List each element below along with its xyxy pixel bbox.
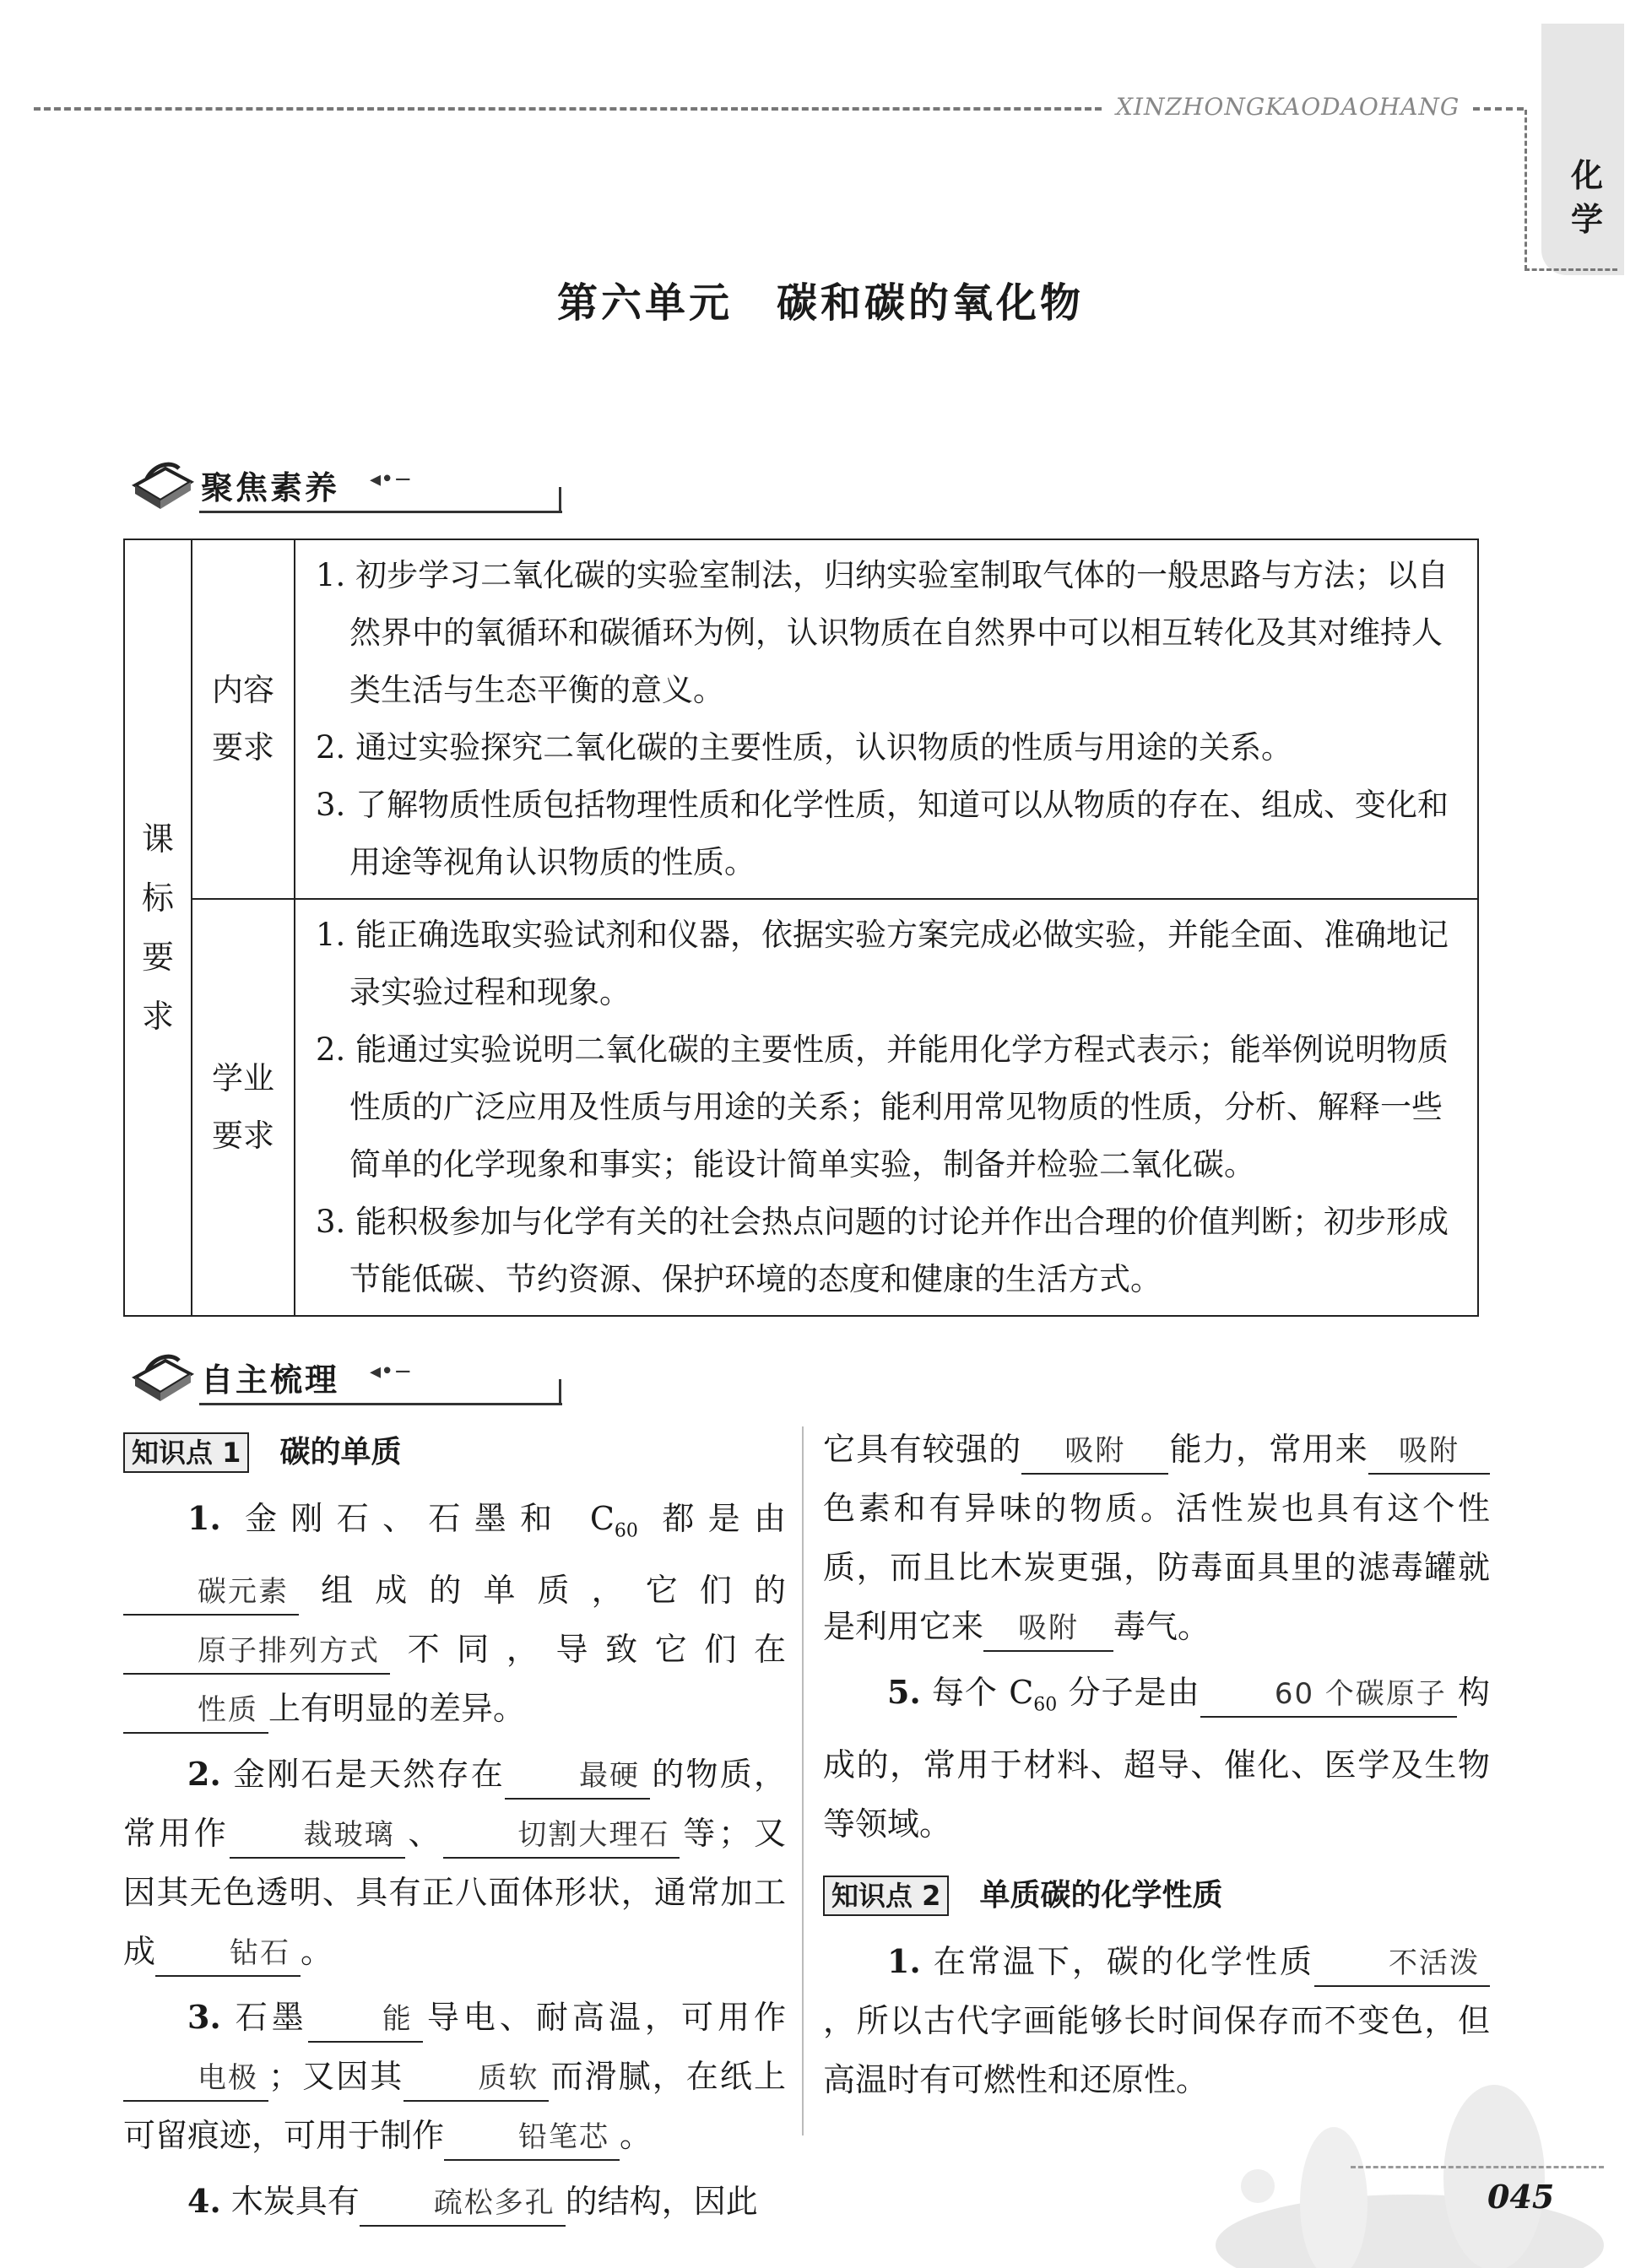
kp1-paragraph-2 bbox=[123, 1745, 786, 1981]
content-item: 1. 初步学习二氧化碳的实验室制法，归纳实验室制取气体的一般思路与方法；以自然界中的氧循环和碳循环为例，认识物质在自然界中可以相互转化及其对维持人类生活与生态平衡的意义。 bbox=[316, 557, 1449, 708]
item-number: 1. bbox=[887, 1942, 921, 1981]
knowledge-point-2-header bbox=[823, 1864, 1490, 1926]
left-column bbox=[123, 1420, 786, 2231]
text: 毒气。 bbox=[1113, 1608, 1210, 1645]
group-items-academic bbox=[295, 899, 1478, 1316]
answer-blank: 能 bbox=[308, 1997, 423, 2043]
text: 分子是由 bbox=[1057, 1674, 1200, 1711]
text: 等；又因其无色透明、具有正八面体形状，通常加工成 bbox=[123, 1815, 786, 1971]
item-number: 5. bbox=[887, 1673, 921, 1711]
knowledge-point-title: 碳的单质 bbox=[279, 1434, 402, 1470]
text: 构成的，常用于材料、超导、催化、医学及生物等领域。 bbox=[823, 1674, 1490, 1843]
academic-item: 2. 能通过实验说明二氧化碳的主要性质，并能用化学方程式表示；能举例说明物质性质的广泛应用及性质与用途的关系；能利用常见物质的性质，分析、解释一些简单的化学现象和事实；能设计简单实验，制备并检验二氧化碳。 bbox=[316, 1031, 1449, 1183]
section-focus-title: 聚焦素养 bbox=[201, 469, 340, 506]
section-rule-end bbox=[559, 487, 561, 512]
text: ；又因其 bbox=[268, 2058, 404, 2096]
item-number: 1. bbox=[187, 1498, 221, 1537]
text: 的物质，常用作 bbox=[123, 1756, 786, 1853]
answer-blank: 裁玻璃 bbox=[230, 1813, 405, 1859]
text: 。 bbox=[301, 1933, 333, 1971]
kp1-paragraph-3 bbox=[123, 1988, 786, 2165]
text: 导电、耐高温，可用作 bbox=[422, 1999, 786, 2037]
answer-blank: 疏松多孔 bbox=[360, 2181, 566, 2227]
curriculum-standards-table bbox=[123, 539, 1479, 1317]
text: 、 bbox=[404, 1815, 444, 1853]
text: 每个 C bbox=[920, 1674, 1034, 1711]
chapter-title: 第六单元 碳和碳的氧化物 bbox=[556, 279, 1084, 327]
content-item: 3. 了解物质性质包括物理性质和化学性质，知道可以从物质的存在、组成、变化和用途等视角认识物质的性质。 bbox=[316, 787, 1449, 880]
section-focus-header bbox=[123, 452, 444, 519]
item-number: 2. bbox=[187, 1755, 221, 1794]
knowledge-point-tag: 知识点 1 bbox=[123, 1432, 249, 1473]
group-label-academic: 学业要求 bbox=[212, 1060, 274, 1154]
answer-blank: 切割大理石 bbox=[443, 1813, 680, 1859]
text: 在常温下，碳的化学性质 bbox=[920, 1943, 1314, 1981]
answer-blank: 吸附 bbox=[1021, 1429, 1168, 1475]
answer-blank: 铅笔芯 bbox=[444, 2115, 620, 2161]
group-label-content: 内容要求 bbox=[212, 672, 274, 766]
kp1-paragraph-4 bbox=[123, 2172, 786, 2231]
decorative-splash-graphic bbox=[1207, 2085, 1612, 2268]
right-column bbox=[823, 1420, 1490, 2109]
answer-blank: 最硬 bbox=[505, 1754, 650, 1800]
arrow-left-icon: ◂•− bbox=[370, 1359, 413, 1384]
section-underline bbox=[199, 511, 562, 513]
kp1-paragraph-5 bbox=[823, 1663, 1490, 1854]
answer-blank: 不活泼 bbox=[1314, 1941, 1490, 1987]
footer-dashed-rule bbox=[1351, 2166, 1604, 2168]
answer-blank: 性质 bbox=[123, 1688, 268, 1734]
text: 色素和有异味的物质。活性炭也具有这个性质，而且比木炭更强，防毒面具里的滤毒罐就是利用它来 bbox=[823, 1490, 1490, 1645]
subject-tab-label: 化学 bbox=[1570, 157, 1603, 238]
subscript: 60 bbox=[1033, 1694, 1058, 1716]
section-rule-end bbox=[559, 1379, 561, 1405]
text: 都是由 bbox=[637, 1499, 786, 1537]
section-self-title: 自主梳理 bbox=[201, 1361, 340, 1399]
section-self-header bbox=[123, 1344, 444, 1411]
group-label-cell bbox=[192, 539, 295, 899]
answer-blank: 原子排列方式 bbox=[123, 1629, 390, 1675]
answer-blank: 质软 bbox=[403, 2056, 549, 2102]
content-item: 2. 通过实验探究二氧化碳的主要性质，认识物质的性质与用途的关系。 bbox=[316, 729, 1293, 766]
text: 它具有较强的 bbox=[823, 1431, 1022, 1468]
column-divider bbox=[802, 1426, 804, 2135]
answer-blank: 吸附 bbox=[983, 1606, 1113, 1652]
subscript: 60 bbox=[614, 1520, 638, 1542]
kp1-paragraph-4-continued bbox=[823, 1420, 1490, 1656]
row-header-cell bbox=[124, 539, 192, 1316]
book-icon bbox=[128, 1345, 196, 1406]
answer-blank: 电极 bbox=[123, 2056, 268, 2102]
text: ，所以古代字画能够长时间保存而不变色，但高温时有可燃性和还原性。 bbox=[823, 2002, 1490, 2099]
knowledge-point-1-header bbox=[123, 1420, 786, 1482]
text: 能力，常用来 bbox=[1168, 1431, 1368, 1468]
academic-item: 1. 能正确选取实验试剂和仪器，依据实验方案完成必做实验，并能全面、准确地记录实验过程和现象。 bbox=[316, 917, 1449, 1010]
book-icon bbox=[128, 453, 196, 514]
text: 金刚石、石墨和 C bbox=[220, 1499, 615, 1537]
answer-blank: 钻石 bbox=[155, 1931, 301, 1977]
text: 而滑腻，在纸上可留痕迹，可用于制作 bbox=[123, 2058, 786, 2155]
text: 木炭具有 bbox=[220, 2183, 360, 2221]
text: 的结构，因此 bbox=[565, 2183, 758, 2221]
text: 上有明显的差异。 bbox=[268, 1690, 526, 1728]
item-number: 3. bbox=[187, 1998, 221, 2037]
text: 。 bbox=[620, 2117, 653, 2155]
section-underline bbox=[199, 1403, 562, 1405]
kp2-paragraph-1 bbox=[823, 1932, 1490, 2109]
page-number: 045 bbox=[1487, 2178, 1555, 2216]
text: 金刚石是天然存在 bbox=[220, 1756, 505, 1794]
item-number: 4. bbox=[187, 2182, 221, 2221]
answer-blank: 碳元素 bbox=[123, 1570, 299, 1616]
tab-dashed-border bbox=[1525, 110, 1527, 270]
header-pinyin: XINZHONGKAODAOHANG bbox=[1116, 93, 1460, 121]
arrow-left-icon: ◂•− bbox=[370, 467, 413, 492]
text: 石墨 bbox=[220, 1999, 308, 2037]
group-items-content bbox=[295, 539, 1478, 899]
answer-blank: 吸附 bbox=[1368, 1429, 1490, 1475]
kp1-paragraph-1 bbox=[123, 1489, 786, 1739]
knowledge-point-tag: 知识点 2 bbox=[823, 1876, 949, 1916]
knowledge-point-title: 单质碳的化学性质 bbox=[979, 1878, 1223, 1913]
answer-blank: 60 个碳原子 bbox=[1200, 1672, 1457, 1718]
header-dashed-rule bbox=[34, 107, 1102, 111]
academic-item: 3. 能积极参加与化学有关的社会热点问题的讨论并作出合理的价值判断；初步形成节能低碳、节约资源、保护环境的态度和健康的生活方式。 bbox=[316, 1204, 1449, 1297]
group-label-cell bbox=[192, 899, 295, 1316]
text: 组成的单质，它们的 bbox=[299, 1572, 786, 1610]
row-header-text: 课标要求 bbox=[141, 820, 174, 1035]
header-dashed-rule-end bbox=[1473, 107, 1524, 111]
text: 不同，导致它们在 bbox=[390, 1631, 786, 1669]
